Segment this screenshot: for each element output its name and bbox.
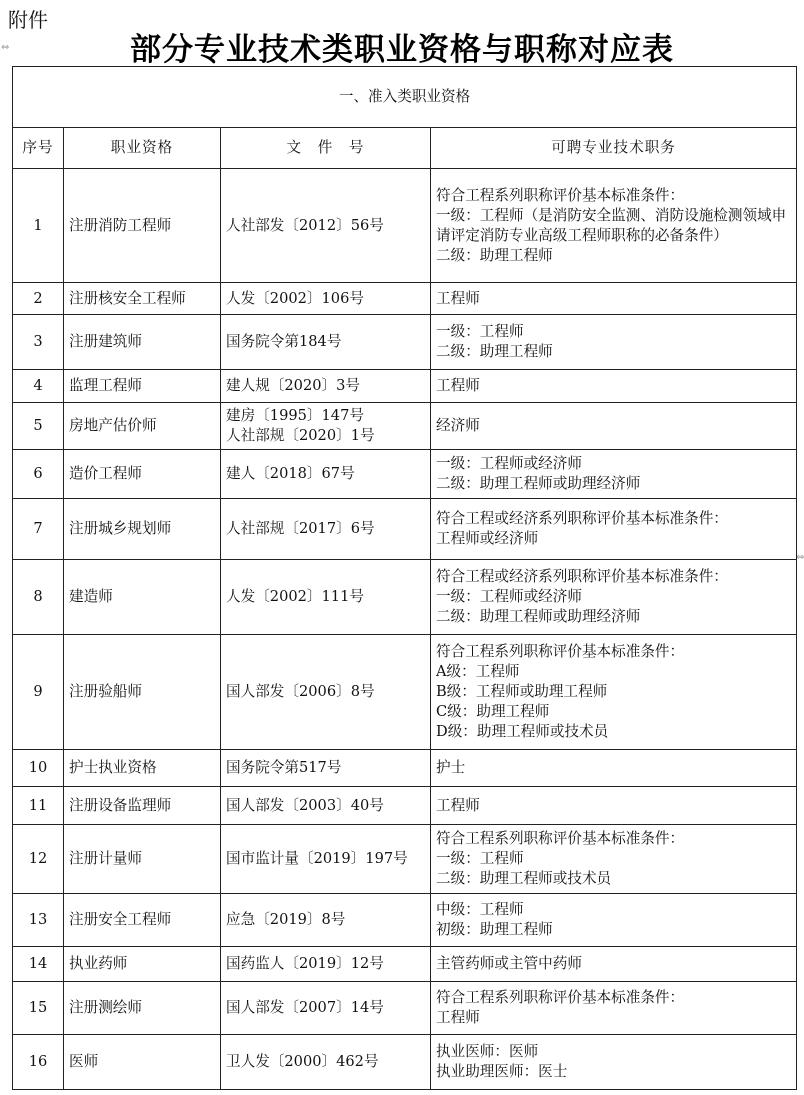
duty-line: 二级：助理工程师: [436, 343, 553, 360]
document-number: 国人部发〔2006〕8号: [226, 683, 375, 700]
table-row: [13, 169, 797, 283]
table-row: [13, 825, 797, 894]
row-number: 2: [13, 283, 64, 315]
duty-line: 符合工程系列职称评价基本标准条件：: [436, 989, 685, 1006]
row-number: 8: [13, 560, 64, 635]
duty-line: 工程师或经济师: [436, 530, 539, 547]
table-row: [13, 635, 797, 750]
duty-line: B级：工程师或助理工程师: [436, 683, 608, 700]
qualification-name: 护士执业资格: [64, 750, 221, 787]
document-number: 建房〔1995〕147号: [226, 407, 364, 424]
row-number: 6: [13, 450, 64, 499]
qualification-name: 注册计量师: [64, 825, 221, 894]
table-row: [13, 947, 797, 982]
table-row: [13, 1035, 797, 1090]
duty-line: 符合工程或经济系列职称评价基本标准条件：: [436, 510, 728, 527]
duty-line: 二级：助理工程师或助理经济师: [436, 475, 641, 492]
document-number-cell: [221, 403, 431, 450]
document-number: 人社部发〔2012〕56号: [226, 216, 384, 234]
duty-line: 符合工程系列职称评价基本标准条件：: [436, 643, 685, 660]
document-number-cell: [221, 499, 431, 560]
document-number-cell: [221, 1035, 431, 1090]
duty-line: 二级：助理工程师: [436, 246, 553, 264]
document-number: 卫人发〔2000〕462号: [226, 1053, 379, 1070]
duty-line: 中级：工程师: [436, 901, 524, 918]
duty-line: 工程师: [436, 1009, 480, 1026]
duties-cell: [431, 370, 797, 403]
table-row: [13, 315, 797, 370]
document-number-cell: [221, 982, 431, 1035]
qualification-table: [12, 66, 797, 1090]
row-number: 15: [13, 982, 64, 1035]
duty-line: 二级：助理工程师或技术员: [436, 870, 612, 887]
document-number: 人社部规〔2017〕6号: [226, 520, 375, 537]
duty-line: 一级：工程师或经济师: [436, 588, 582, 605]
table-row: [13, 283, 797, 315]
duty-line: 工程师: [436, 377, 480, 394]
qualification-name: 监理工程师: [64, 370, 221, 403]
attachment-label: 附件: [8, 8, 48, 32]
document-number: 国药监人〔2019〕12号: [226, 955, 384, 972]
document-number-cell: [221, 947, 431, 982]
qualification-name: 注册安全工程师: [64, 894, 221, 947]
row-number: 9: [13, 635, 64, 750]
qualification-name: 建造师: [64, 560, 221, 635]
document-number: 建人〔2018〕67号: [226, 465, 355, 482]
qualification-name: 注册设备监理师: [64, 787, 221, 825]
row-number: 11: [13, 787, 64, 825]
duty-line: 符合工程系列职称评价基本标准条件：: [436, 186, 685, 204]
duty-line: 执业助理医师：医士: [436, 1063, 568, 1080]
qualification-name: 房地产估价师: [64, 403, 221, 450]
duties-cell: [431, 635, 797, 750]
duty-line: 执业医师：医师: [436, 1043, 539, 1060]
row-number: 14: [13, 947, 64, 982]
table-row: [13, 560, 797, 635]
row-number: 12: [13, 825, 64, 894]
document-number-cell: [221, 283, 431, 315]
document-number-cell: [221, 315, 431, 370]
duties-cell: [431, 499, 797, 560]
duty-line: 一级：工程师: [436, 850, 524, 867]
page-title: 部分专业技术类职业资格与职称对应表: [130, 32, 674, 68]
qualification-name: 注册建筑师: [64, 315, 221, 370]
row-number: 4: [13, 370, 64, 403]
document-number-cell: [221, 787, 431, 825]
qualification-name: 注册验船师: [64, 635, 221, 750]
document-number: 人社部规〔2020〕1号: [226, 427, 375, 444]
document-number: 国人部发〔2003〕40号: [226, 796, 384, 814]
qualification-name: 造价工程师: [64, 450, 221, 499]
table-row: [13, 894, 797, 947]
document-number: 建人规〔2020〕3号: [226, 377, 360, 394]
duty-line: D级：助理工程师或技术员: [436, 723, 609, 740]
document-number: 人发〔2002〕106号: [226, 289, 364, 307]
document-number-cell: [221, 825, 431, 894]
qualification-name: 执业药师: [64, 947, 221, 982]
duty-line: C级：助理工程师: [436, 703, 550, 720]
duties-cell: [431, 450, 797, 499]
duty-line: 一级：工程师（是消防安全监测、消防设施检测领域申请评定消防专业高级工程师职称的必备条件）: [436, 206, 787, 244]
duty-line: 符合工程或经济系列职称评价基本标准条件：: [436, 568, 728, 585]
column-header-document: 文 件 号: [221, 128, 431, 169]
qualification-name: 注册消防工程师: [64, 169, 221, 283]
duty-line: 初级：助理工程师: [436, 921, 553, 938]
duty-line: 符合工程系列职称评价基本标准条件：: [436, 830, 685, 847]
document-number: 国市监计量〔2019〕197号: [226, 850, 408, 867]
document-number-cell: [221, 894, 431, 947]
document-number: 人发〔2002〕111号: [226, 588, 364, 605]
resize-handle-icon: ⇔: [796, 552, 804, 563]
duties-cell: [431, 750, 797, 787]
document-number: 国务院令第184号: [226, 333, 342, 350]
duty-line: 一级：工程师或经济师: [436, 455, 582, 472]
table-row: [13, 450, 797, 499]
duties-cell: [431, 825, 797, 894]
duties-cell: [431, 403, 797, 450]
section-header-row: [13, 67, 797, 128]
document-number: 应急〔2019〕8号: [226, 911, 346, 928]
table-row: [13, 982, 797, 1035]
duty-line: 工程师: [436, 289, 480, 307]
qualification-name: 注册城乡规划师: [64, 499, 221, 560]
duties-cell: [431, 283, 797, 315]
qualification-name: 医师: [64, 1035, 221, 1090]
row-number: 16: [13, 1035, 64, 1090]
duties-cell: [431, 1035, 797, 1090]
table-row: [13, 499, 797, 560]
duties-cell: [431, 894, 797, 947]
duties-cell: [431, 169, 797, 283]
duty-line: 经济师: [436, 417, 480, 434]
row-number: 13: [13, 894, 64, 947]
row-number: 5: [13, 403, 64, 450]
document-number-cell: [221, 635, 431, 750]
document-number-cell: [221, 450, 431, 499]
duty-line: 护士: [436, 759, 466, 776]
duties-cell: [431, 315, 797, 370]
resize-handle-icon: ⇔: [1, 42, 10, 53]
column-header-row: [13, 128, 797, 169]
duties-cell: [431, 947, 797, 982]
column-header-qualification: 职业资格: [64, 128, 221, 169]
row-number: 3: [13, 315, 64, 370]
document-number: 国务院令第517号: [226, 759, 342, 776]
duties-cell: [431, 982, 797, 1035]
table-row: [13, 403, 797, 450]
row-number: 1: [13, 169, 64, 283]
document-number-cell: [221, 560, 431, 635]
duty-line: 主管药师或主管中药师: [436, 955, 582, 972]
document-number-cell: [221, 370, 431, 403]
duties-cell: [431, 787, 797, 825]
column-header-number: 序号: [13, 128, 64, 169]
row-number: 10: [13, 750, 64, 787]
qualification-name: 注册核安全工程师: [64, 283, 221, 315]
table-row: [13, 750, 797, 787]
document-number: 国人部发〔2007〕14号: [226, 999, 384, 1016]
duties-cell: [431, 560, 797, 635]
column-header-duties: 可聘专业技术职务: [431, 128, 797, 169]
table-row: [13, 787, 797, 825]
document-number-cell: [221, 169, 431, 283]
duty-line: 二级：助理工程师或助理经济师: [436, 608, 641, 625]
section-title: 一、准入类职业资格: [13, 67, 797, 128]
duty-line: 一级：工程师: [436, 323, 524, 340]
row-number: 7: [13, 499, 64, 560]
duty-line: A级：工程师: [436, 663, 520, 680]
table-row: [13, 370, 797, 403]
duty-line: 工程师: [436, 796, 480, 814]
document-number-cell: [221, 750, 431, 787]
qualification-name: 注册测绘师: [64, 982, 221, 1035]
